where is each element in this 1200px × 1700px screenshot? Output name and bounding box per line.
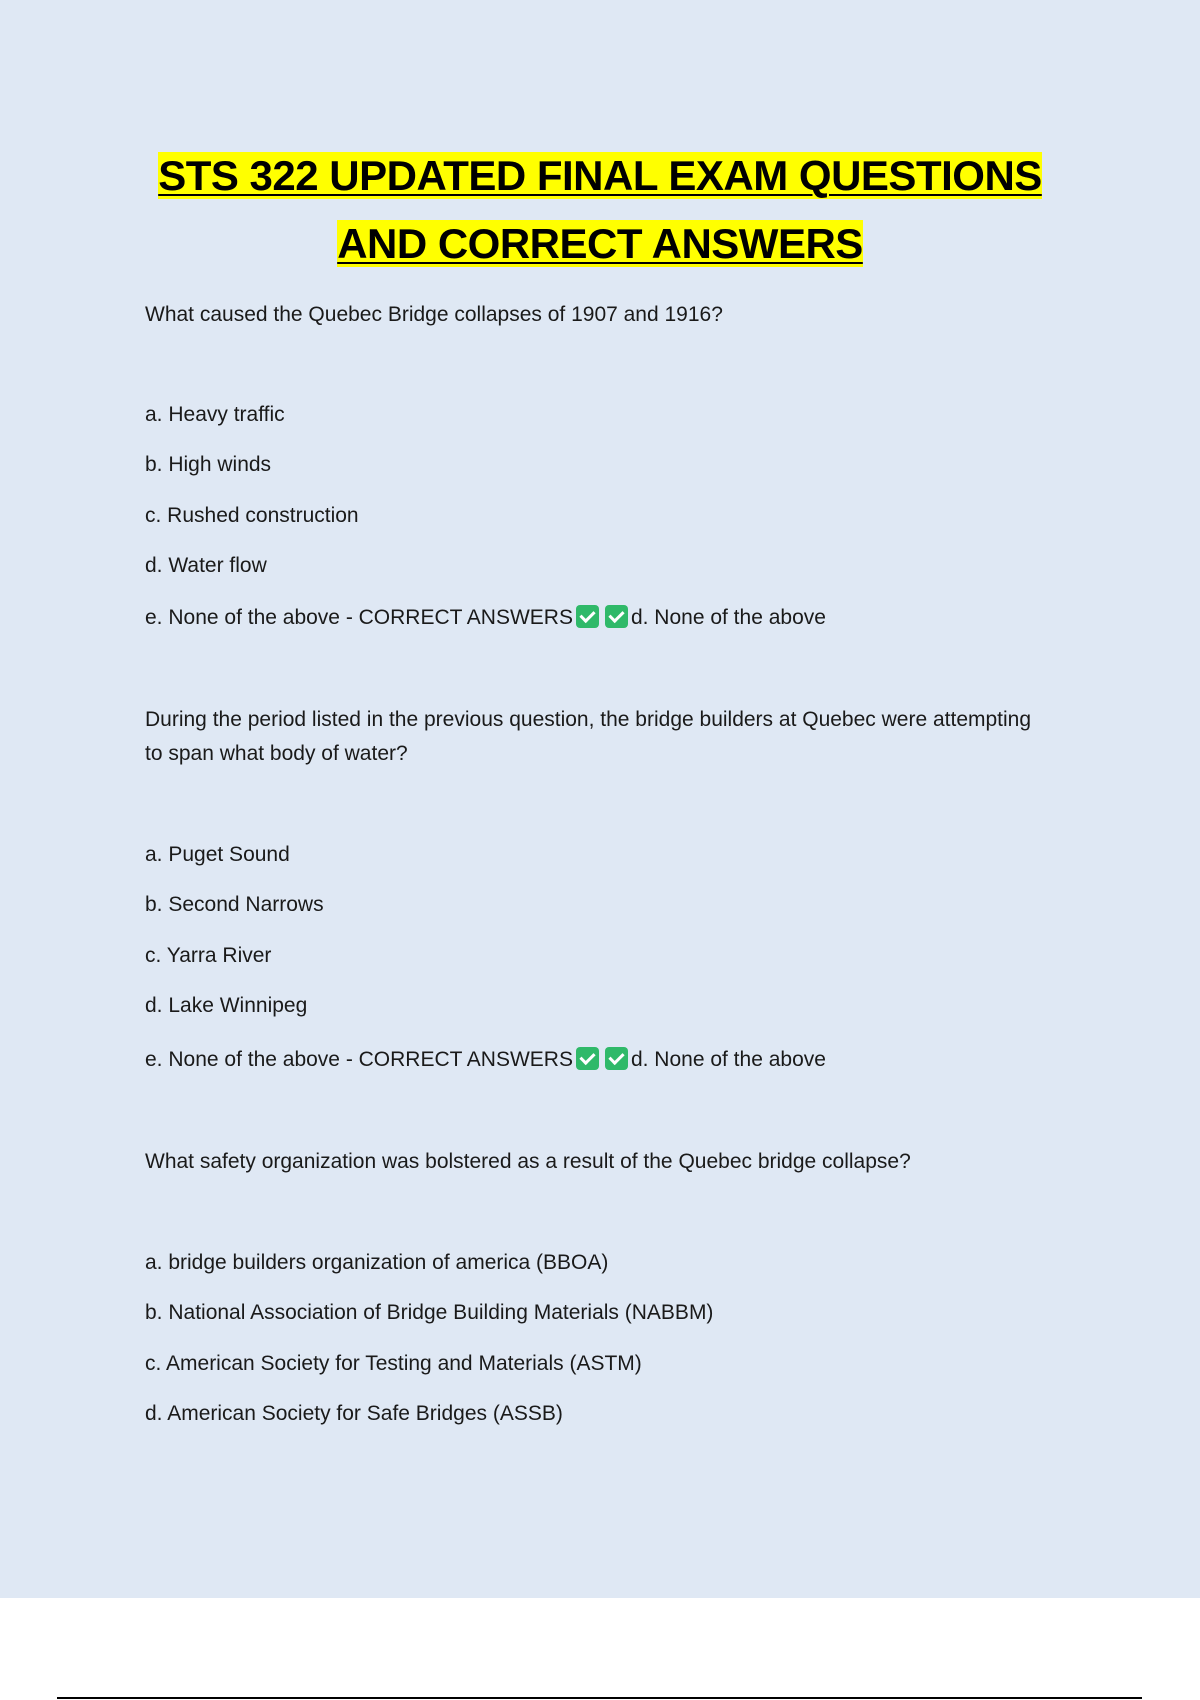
- question-1-text: What caused the Quebec Bridge collapses of 1907 and 1916?: [145, 303, 723, 326]
- answer-prefix: e. None of the above - CORRECT ANSWERS: [145, 1048, 573, 1071]
- check-mark-icon: [605, 1047, 628, 1070]
- question-2-answer: [145, 1045, 826, 1075]
- question-1-option-a: a. Heavy traffic: [145, 403, 285, 426]
- question-1-option-d: d. Water flow: [145, 554, 267, 577]
- question-1-answer: [145, 603, 826, 633]
- question-1-option-c: c. Rushed construction: [145, 504, 359, 527]
- answer-suffix: d. None of the above: [630, 1048, 826, 1071]
- question-2-text: During the period listed in the previous question, the bridge builders at Quebec were attempting to span what body of water?: [145, 708, 1032, 765]
- check-mark-icon: [605, 605, 628, 628]
- question-3-option-b: b. National Association of Bridge Building Materials (NABBM): [145, 1301, 714, 1324]
- question-3-option-d: d. American Society for Safe Bridges (ASSB): [145, 1402, 563, 1425]
- document-title: [0, 142, 1200, 278]
- answer-prefix: e. None of the above - CORRECT ANSWERS: [145, 606, 573, 629]
- title-line-2: AND CORRECT ANSWERS: [337, 220, 863, 267]
- title-line-1: STS 322 UPDATED FINAL EXAM QUESTIONS: [158, 152, 1042, 199]
- question-1-option-b: b. High winds: [145, 453, 272, 476]
- question-2-option-c: c. Yarra River: [145, 944, 272, 967]
- question-2-option-d: d. Lake Winnipeg: [145, 994, 308, 1017]
- question-3-text: What safety organization was bolstered as a result of the Quebec bridge collapse?: [145, 1150, 911, 1173]
- question-3-option-c: c. American Society for Testing and Materials (ASTM): [145, 1352, 642, 1375]
- answer-suffix: d. None of the above: [630, 606, 826, 629]
- check-mark-icon: [576, 1047, 599, 1070]
- question-2-option-a: a. Puget Sound: [145, 843, 290, 866]
- footer-divider: [57, 1697, 1142, 1699]
- question-2-option-b: b. Second Narrows: [145, 893, 324, 916]
- check-mark-icon: [576, 605, 599, 628]
- question-3-option-a: a. bridge builders organization of america (BBOA): [145, 1251, 609, 1274]
